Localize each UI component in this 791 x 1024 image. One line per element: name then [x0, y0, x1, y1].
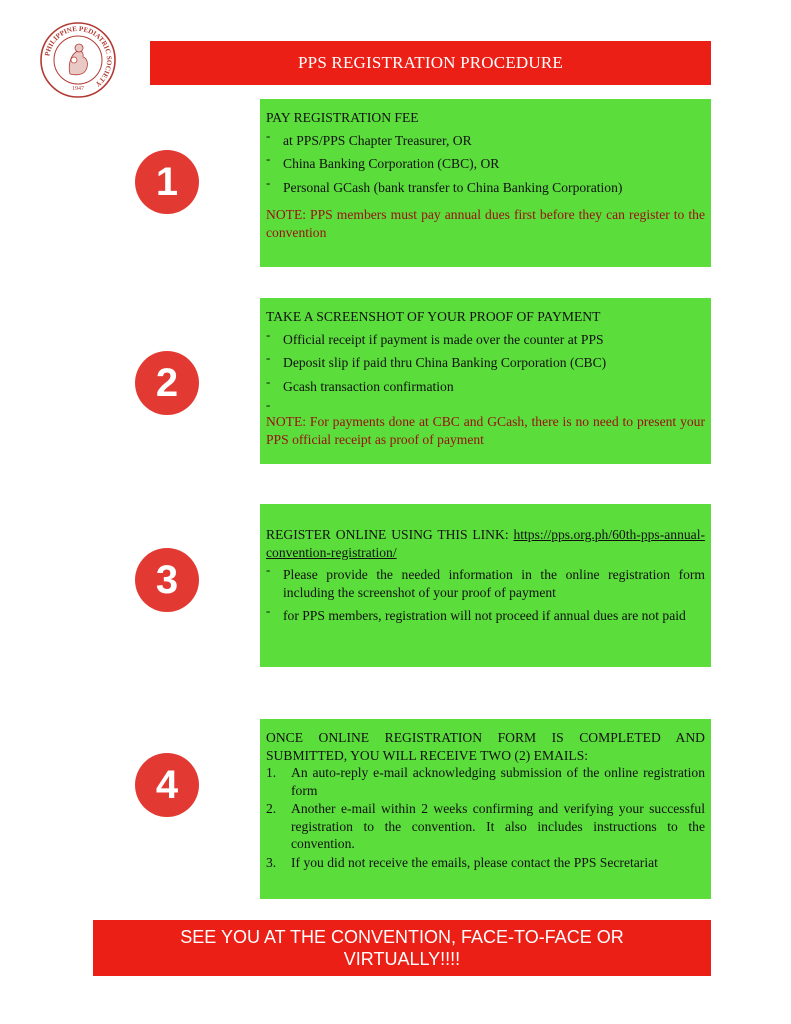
step-1-heading: PAY REGISTRATION FEE — [266, 110, 419, 125]
registration-link[interactable]: https://pps.org.ph/60th-pps-annual-convention-registration/ — [266, 527, 705, 560]
closing-banner — [93, 920, 711, 976]
dash-bullet-icon: - — [266, 151, 271, 166]
dash-bullet-icon: - — [266, 326, 271, 342]
step-2-heading: TAKE A SCREENSHOT OF YOUR PROOF OF PAYMENT — [266, 309, 601, 324]
list-item: - for PPS members, registration will not proceed if annual dues are not paid — [266, 603, 686, 623]
list-item-empty — [266, 397, 705, 413]
dash-bullet-icon: - — [266, 373, 271, 389]
seal-ring-text: PHILIPPINE PEDIATRIC SOCIETY — [43, 24, 114, 89]
pps-seal-logo — [40, 22, 116, 98]
dash-bullet-icon: - — [266, 397, 271, 412]
step-2-list — [266, 326, 705, 414]
dash-bullet-icon: - — [266, 174, 271, 190]
step-4-box — [260, 719, 711, 899]
closing-line-1: SEE YOU AT THE CONVENTION, FACE-TO-FACE OR — [180, 927, 624, 947]
step-2-note: NOTE: For payments done at CBC and GCash, there is no need to present your PPS official receipt as proof of payment — [266, 414, 705, 447]
step-2-box — [260, 298, 711, 464]
list-item: 3. If you did not receive the emails, please contact the PPS Secretariat — [266, 854, 658, 870]
page-title-banner — [150, 41, 711, 85]
step-2-number-badge — [135, 351, 199, 415]
seal-year: 1947 — [72, 86, 84, 92]
list-item: - Personal GCash (bank transfer to China Banking Corporation) — [266, 174, 623, 195]
closing-line-2: VIRTUALLY!!!! — [343, 949, 461, 969]
step-3-box — [260, 504, 711, 667]
dash-bullet-icon: - — [266, 603, 271, 618]
step-3-number-badge — [135, 548, 199, 612]
step-3-number: 3 — [155, 557, 179, 602]
step-1-number-badge — [135, 150, 199, 214]
list-item: - at PPS/PPS Chapter Treasurer, OR — [266, 127, 472, 148]
step-1-note: NOTE: PPS members must pay annual dues first before they can register to the convention — [266, 207, 705, 240]
step-3-heading: REGISTER ONLINE USING THIS LINK: — [266, 527, 509, 542]
step-4-number: 4 — [155, 762, 179, 807]
dash-bullet-icon: - — [266, 350, 271, 365]
list-item: 2. Another e-mail within 2 weeks confirming and verifying your successful registration to the convention. It also includes instructions to the convention. — [266, 801, 705, 851]
dash-bullet-icon: - — [266, 562, 271, 577]
step-1-box — [260, 99, 711, 267]
page-title: PPS REGISTRATION PROCEDURE — [298, 53, 563, 72]
step-3-list — [266, 562, 705, 625]
list-item: - Please provide the needed information in the online registration form including the screenshot of your proof of payment — [266, 562, 705, 600]
list-item: - Official receipt if payment is made over the counter at PPS — [266, 326, 604, 347]
list-item: - Deposit slip if paid thru China Banking Corporation (CBC) — [266, 350, 607, 370]
step-3-heading-line — [266, 526, 705, 561]
list-item: - China Banking Corporation (CBC), OR — [266, 151, 500, 171]
step-4-number-badge — [135, 753, 199, 817]
step-4-heading: ONCE ONLINE REGISTRATION FORM IS COMPLETED AND SUBMITTED, YOU WILL RECEIVE TWO (2) EMAILS: — [266, 730, 705, 763]
list-item: - Gcash transaction confirmation — [266, 373, 454, 394]
step-1-list — [266, 127, 705, 197]
step-4-list — [266, 764, 705, 871]
step-1-number: 1 — [155, 159, 179, 204]
list-item: 1. An auto-reply e-mail acknowledging submission of the online registration form — [266, 765, 705, 798]
dash-bullet-icon: - — [266, 127, 271, 143]
step-2-number: 2 — [155, 360, 179, 405]
